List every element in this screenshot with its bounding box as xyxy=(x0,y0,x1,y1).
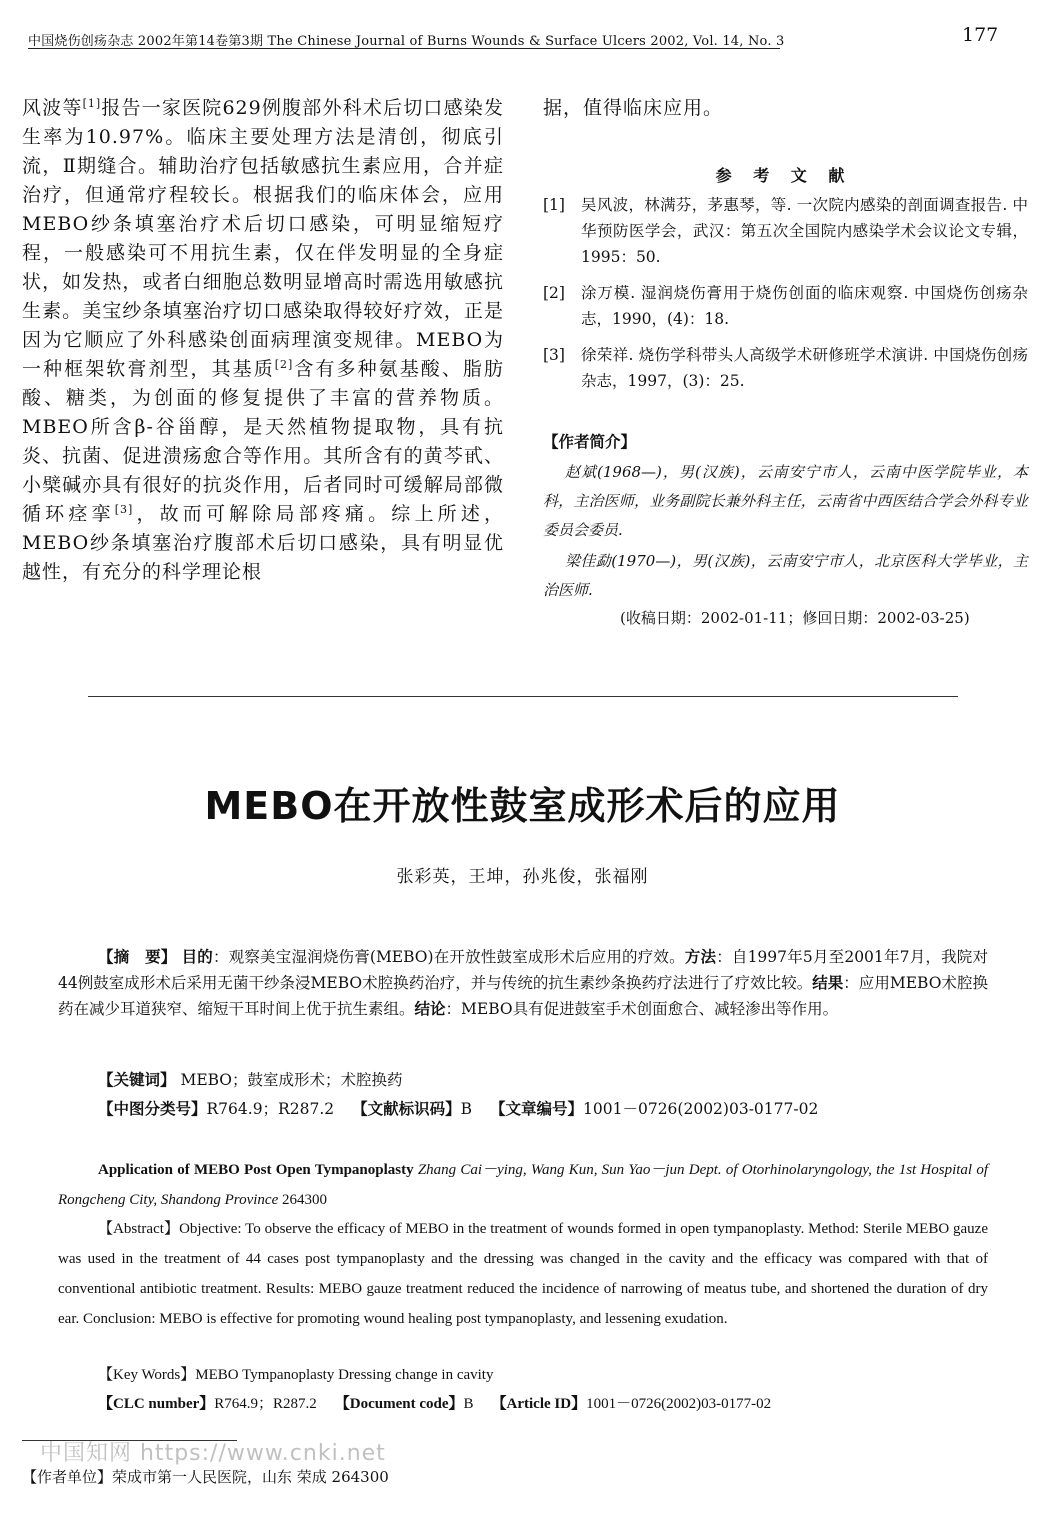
method-text: ：自1997年5月至2001年7月，我院对44例鼓室成形术后采用无菌干纱条浸MEBO术腔换药治疗，并与传统的抗生素纱条换药疗法进行了疗效比较。 xyxy=(58,948,988,992)
reference-number: [2] xyxy=(543,284,565,302)
right-column-continuation: 据，值得临床应用。 xyxy=(543,97,724,119)
article-authors: 张彩英，王坤，孙兆俊，张福刚 xyxy=(396,867,649,887)
purpose-text: ：观察美宝湿润烧伤膏(MEBO)在开放性鼓室成形术后应用的疗效。 xyxy=(212,948,685,966)
reference-list xyxy=(543,192,1028,404)
body-text-4: ，故而可解除局部疼痛。综上所述，MEBO纱条填塞治疗腹部术后切口感染，具有明显优越性，有充分的科学理论根 xyxy=(22,503,504,583)
result-label: 结果 xyxy=(812,973,844,992)
citation-1: [1] xyxy=(82,97,102,110)
author-bios xyxy=(543,458,1028,607)
author-affiliation: 【作者单位】荣成市第一人民医院，山东 荣成 264300 xyxy=(22,1468,389,1486)
abstract-label: 【摘 要】 xyxy=(98,947,177,966)
article-no-value: 1001－0726(2002)03-0177-02 xyxy=(583,1100,819,1118)
english-keywords: 【Key Words】MEBO Tympanoplasty Dressing change in cavity xyxy=(98,1367,494,1383)
clc-value: R764.9；R287.2 xyxy=(206,1100,335,1118)
keywords-label: 【关键词】 xyxy=(98,1070,176,1089)
clc-label: 【中图分类号】 xyxy=(98,1099,207,1118)
page-number: 177 xyxy=(962,24,999,46)
method-label: 方法 xyxy=(684,947,717,966)
chinese-keywords xyxy=(98,1068,403,1090)
section-divider xyxy=(88,696,958,697)
result-text: ：应用MEBO术腔换药在减少耳道狭窄、缩短干耳时间上优于抗生素组。 xyxy=(58,974,988,1018)
english-classification xyxy=(98,1392,771,1413)
left-column-body xyxy=(22,94,504,587)
english-title-block xyxy=(58,1155,988,1215)
en-clc-label: 【CLC number】 xyxy=(98,1396,215,1412)
citation-2: [2] xyxy=(274,358,294,371)
author-bio: 赵斌(1968—)，男(汉族)，云南安宁市人，云南中医学院毕业，本科，主治医师，业务副院长兼外科主任，云南省中西医结合学会外科专业委员会委员. xyxy=(543,463,1028,539)
reference-item xyxy=(543,280,1028,332)
running-header: 中国烧伤创疡杂志 2002年第14卷第3期 The Chinese Journal of Burns Wounds & Surface Ulcers 2002, Vol. 14, No. 3 xyxy=(28,34,785,49)
conclusion-label: 结论 xyxy=(414,999,446,1018)
doc-code-label: 【文献标识码】 xyxy=(352,1099,461,1118)
header-rule xyxy=(28,48,780,49)
chinese-classification xyxy=(98,1097,818,1119)
conclusion-text: ：MEBO具有促进鼓室手术创面愈合、减轻渗出等作用。 xyxy=(445,1000,839,1018)
purpose-label: 目的 xyxy=(181,947,213,966)
article-no-label: 【文章编号】 xyxy=(490,1099,584,1118)
author-bio: 梁佳勐(1970—)，男(汉族)，云南安宁市人，北京医科大学毕业，主治医师. xyxy=(543,552,1028,599)
keywords-text: MEBO；鼓室成形术；术腔换药 xyxy=(175,1071,403,1089)
english-zip: 264300 xyxy=(278,1192,327,1208)
reference-number: [1] xyxy=(543,196,565,214)
reference-number: [3] xyxy=(543,346,565,364)
english-authors: Zhang Cai－ying, Wang Kun, Sun Yao－jun Dept. of Otorhinolaryngology, the 1st Hospital of Rongcheng City, Shandong Province xyxy=(58,1162,988,1208)
en-doc-value: B xyxy=(463,1396,474,1412)
reference-text: 吴风波，林满芬，茅惠琴，等. 一次院内感染的剖面调查报告. 中华预防医学会，武汉：第五次全国院内感染学术会议论文专辑，1995：50. xyxy=(581,196,1028,266)
citation-3: [3] xyxy=(114,503,134,516)
reference-text: 涂万模. 湿润烧伤膏用于烧伤创面的临床观察. 中国烧伤创疡杂志，1990，(4)：18. xyxy=(581,284,1028,328)
reference-item xyxy=(543,192,1028,270)
author-bio-heading: 【作者简介】 xyxy=(543,432,637,451)
body-text-1: 风波等 xyxy=(22,97,83,119)
article-title: MEBO在开放性鼓室成形术后的应用 xyxy=(204,784,841,828)
received-dates: (收稿日期：2002-01-11；修回日期：2002-03-25) xyxy=(620,609,970,627)
reference-text: 徐荣祥. 烧伤学科带头人高级学术研修班学术演讲. 中国烧伤创疡杂志，1997，(3)：25. xyxy=(581,346,1028,390)
reference-item xyxy=(543,342,1028,394)
body-text-2: 报告一家医院629例腹部外科术后切口感染发生率为10.97%。临床主要处理方法是清创，彻底引流，Ⅱ期缝合。辅助治疗包括敏感抗生素应用，合并症治疗，但通常疗程较长。根据我们的临床体会，应用MEBO纱条填塞治疗术后切口感染，可明显缩短疗程，一般感染可不用抗生素，仅在伴发明显的全身症状，如发热，或者白细胞总数明显增高时需选用敏感抗生素。美宝纱条填塞治疗切口感染取得较好疗效，正是因为它顺应了外科感染创面病理演变规律。MEBO为一种框架软膏剂型，其基质 xyxy=(22,97,504,380)
cnki-watermark: 中国知网 https://www.cnki.net xyxy=(40,1441,386,1466)
doc-code-value: B xyxy=(460,1100,473,1118)
chinese-abstract xyxy=(58,944,988,1022)
english-title: Application of MEBO Post Open Tympanoplasty xyxy=(98,1162,414,1178)
english-abstract: 【Abstract】Objective: To observe the efficacy of MEBO in the treatment of wounds formed in open tympanoplasty. Method: Sterile MEBO gauze was used in the treatment of 44 cases post tympanoplasty and the dressing was changed in the cavity and the efficacy was compared with that of conventional antibiotic treatment. Results: MEBO gauze treatment reduced the incidence of narrowing of meatus tube, and shortened the duration of dry ear. Conclusion: MEBO is effective for promoting wound healing post tympanoplasty, and lessening exudation. xyxy=(58,1221,988,1327)
en-article-label: 【Article ID】 xyxy=(491,1396,587,1412)
en-doc-label: 【Document code】 xyxy=(334,1396,464,1412)
references-heading: 参 考 文 献 xyxy=(715,166,853,185)
en-article-value: 1001－0726(2002)03-0177-02 xyxy=(586,1396,772,1412)
en-clc-value: R764.9；R287.2 xyxy=(214,1396,317,1412)
body-text-3: 含有多种氨基酸、脂肪酸、糖类，为创面的修复提供了丰富的营养物质。MBEO所含β-谷甾醇，是天然植物提取物，具有抗炎、抗菌、促进溃疡愈合等作用。其所含有的黄芩甙、小檗碱亦具有很好的抗炎作用，后者同时可缓解局部微循环痉挛 xyxy=(22,358,504,525)
